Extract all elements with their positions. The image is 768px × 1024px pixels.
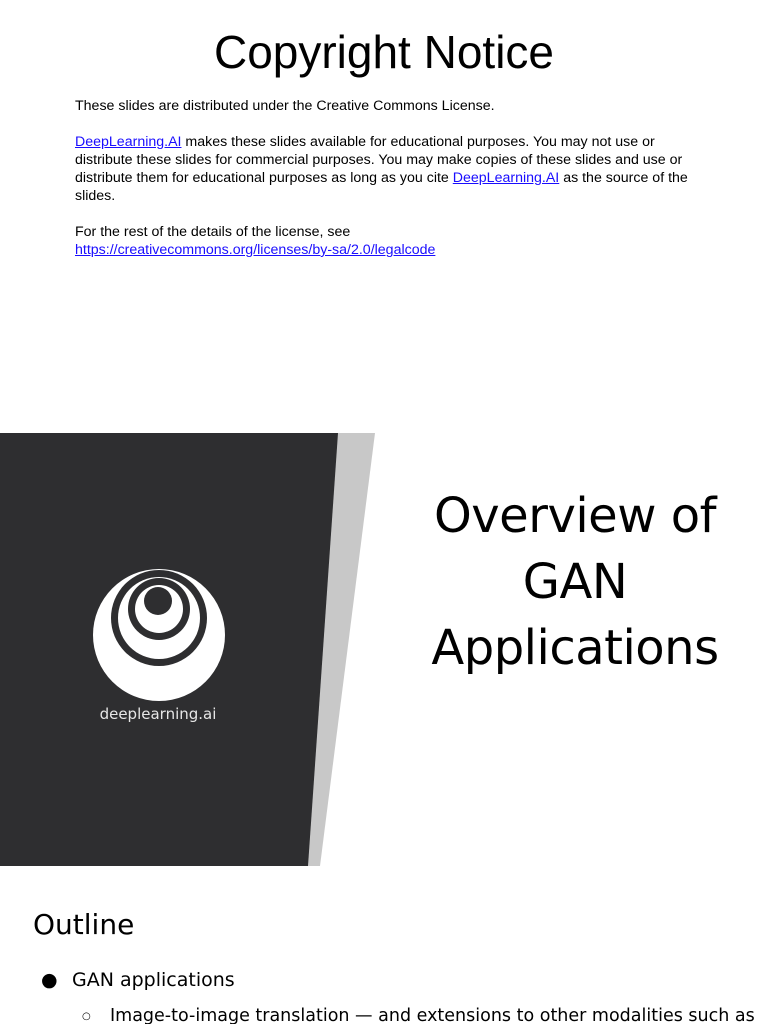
bullet-icon: ●: [41, 969, 58, 991]
copyright-slide: [0, 0, 768, 432]
bullet-text: GAN applications: [72, 969, 235, 991]
logo-wordmark: deeplearning.ai: [99, 705, 217, 723]
outline-slide: [0, 866, 768, 1024]
deeplearning-link[interactable]: DeepLearning.AI: [75, 134, 182, 150]
slide-title: Copyright Notice: [213, 26, 555, 78]
copyright-body: [75, 97, 700, 277]
details-paragraph: [75, 223, 700, 259]
presentation-title: [405, 483, 745, 681]
list-item: [41, 969, 235, 991]
deeplearning-logo-icon: [92, 568, 226, 702]
title-slide: [0, 433, 768, 866]
sub-bullet-text: Image-to-image translation — and extensions to other modalities such as: [110, 1006, 755, 1024]
sub-list-item: [82, 1006, 755, 1024]
outline-title: Outline: [33, 908, 135, 941]
usage-paragraph: [75, 133, 700, 205]
license-link[interactable]: https://creativecommons.org/licenses/by-sa/2.0/legalcode: [75, 242, 436, 258]
sub-bullet-icon: ○: [82, 1010, 91, 1022]
usage-text-1: makes these slides available for educational purposes. You may not use or distribute these slides for commercial purposes. You may make copies of these slides and use or distribute them for educational purposes as long as you cite: [75, 134, 683, 186]
title-line-2: GAN: [522, 554, 628, 610]
license-paragraph: These slides are distributed under the Creative Commons License.: [75, 98, 495, 114]
details-text: For the rest of the details of the license, see: [75, 224, 351, 240]
title-line-1: Overview of: [433, 488, 716, 544]
deeplearning-link-2[interactable]: DeepLearning.AI: [452, 170, 560, 186]
usage-text-2: as the source of the slides.: [75, 170, 688, 204]
title-line-3: Applications: [431, 620, 719, 676]
